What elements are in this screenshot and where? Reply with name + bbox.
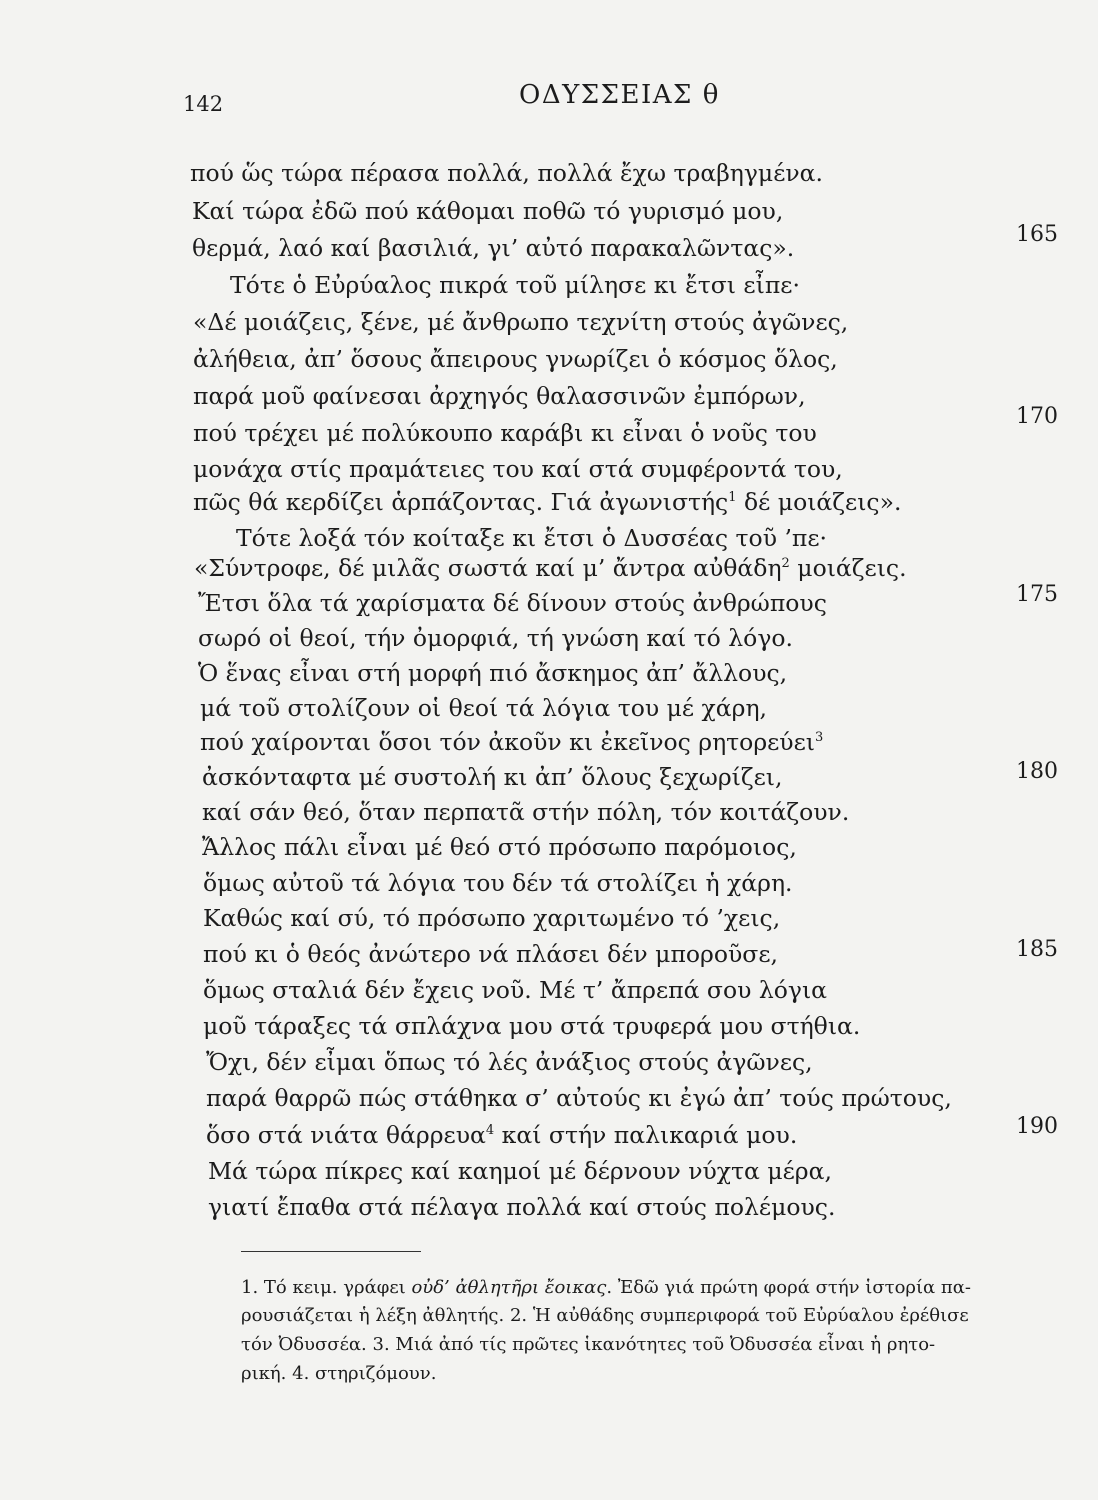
verse-line: παρά θαρρῶ πώς στάθηκα σ’ αὐτούς κι ἐγώ ἀπ’ τούς πρώτους, [206, 1084, 952, 1112]
verse-line: Ὁ ἕνας εἶναι στή μορφή πιό ἄσκημος ἀπ’ ἄλλους, [198, 659, 788, 687]
footnote-line: ρουσιάζεται ἡ λέξη ἀθλητής. 2. Ἡ αὐθάδης συμπεριφορά τοῦ Εὐρύαλου ἐρέθισε [241, 1305, 969, 1326]
verse-text: «Σύντροφε, δέ μιλᾶς σωστά καί μ’ ἄντρα αὐθάδη [194, 554, 782, 582]
line-number: 185 [1016, 937, 1058, 962]
footnote-ref: 3 [814, 730, 824, 745]
verse-line: Μά τώρα πίκρες καί καημοί μέ δέρνουν νύχτα μέρα, [208, 1157, 832, 1185]
footnote-ref: 4 [485, 1123, 495, 1138]
verse-text: ὅσο στά νιάτα θάρρευα [206, 1121, 486, 1149]
footnote-ref: 2 [781, 556, 790, 571]
verse-line: παρά μοῦ φαίνεσαι ἀρχηγός θαλασσινῶν ἐμπόρων, [193, 382, 806, 410]
verse-line: πού κι ὁ θεός ἀνώτερο νά πλάσει δέν μποροῦσε, [203, 940, 778, 968]
verse-line: Καθώς καί σύ, τό πρόσωπο χαριτωμένο τό ’χεις, [203, 904, 781, 932]
footnote-line: τόν Ὀδυσσέα. 3. Μιά ἀπό τίς πρῶτες ἱκανότητες τοῦ Ὀδυσσέα εἶναι ἡ ρητο- [241, 1334, 936, 1355]
line-number: 170 [1016, 404, 1058, 429]
verse-line: καί σάν θεό, ὅταν περπατᾶ στήν πόλη, τόν κοιτάζουν. [202, 798, 850, 826]
footnote-text: 1. Τό κειμ. γράφει [241, 1277, 412, 1298]
verse-text: πού χαίρονται ὅσοι τόν ἀκοῦν κι ἐκεῖνος ρητορεύει [200, 728, 815, 756]
footnote-ref: 1 [728, 490, 737, 505]
footnote-quote: οὐδ’ ἀθλητῆρι ἔοικας [411, 1277, 607, 1298]
verse-line: ὅμως αὐτοῦ τά λόγια του δέν τά στολίζει ἡ χάρη. [203, 869, 793, 897]
verse-line: θερμά, λαό καί βασιλιά, γι’ αὐτό παρακαλῶντας». [192, 234, 795, 262]
verse-line: Ἄλλος πάλι εἶναι μέ θεό στό πρόσωπο παρόμοιος, [202, 833, 797, 861]
verse-line: σωρό οἱ θεοί, τήν ὀμορφιά, τή γνώση καί τό λόγο. [198, 624, 793, 652]
verse-line: Τότε ὁ Εὐρύαλος πικρά τοῦ μίλησε κι ἔτσι εἶπε· [230, 271, 800, 299]
verse-line: μά τοῦ στολίζουν οἱ θεοί τά λόγια του μέ χάρη, [200, 694, 768, 722]
line-number: 190 [1016, 1114, 1058, 1139]
verse-line [200, 727, 823, 762]
verse-line: ἀλήθεια, ἀπ’ ὅσους ἄπειρους γνωρίζει ὁ κόσμος ὅλος, [193, 345, 838, 373]
verse-line: ὅμως σταλιά δέν ἔχεις νοῦ. Μέ τ’ ἄπρεπά σου λόγια [203, 976, 828, 1004]
verse-line: Καί τώρα ἐδῶ πού κάθομαι ποθῶ τό γυρισμό μου, [192, 197, 784, 225]
verse-line: «Δέ μοιάζεις, ξένε, μέ ἄνθρωπο τεχνίτη στούς ἀγῶνες, [193, 308, 849, 336]
verse-line: πού τρέχει μέ πολύκουπο καράβι κι εἶναι ὁ νοῦς του [193, 419, 817, 447]
footnote-line [241, 1274, 1079, 1302]
verse-line: μονάχα στίς πραμάτειες του καί στά συμφέροντά του, [193, 455, 843, 483]
footnote-text: . Ἐδῶ γιά πρώτη φορά στήν ἱστορία πα- [606, 1277, 971, 1298]
verse-line: πού ὥς τώρα πέρασα πολλά, πολλά ἔχω τραβηγμένα. [190, 159, 824, 187]
verse-line: Ὄχι, δέν εἶμαι ὅπως τό λές ἀνάξιος στούς ἀγῶνες, [206, 1048, 813, 1076]
verse-text: πῶς θά κερδίζει ἁρπάζοντας. Γιά ἀγωνιστής [193, 488, 729, 516]
verse-line [206, 1120, 797, 1155]
verse-line: μοῦ τάραξες τά σπλάχνα μου στά τρυφερά μου στήθια. [203, 1012, 861, 1040]
line-number: 165 [1016, 222, 1058, 247]
verse-line: Τότε λοξά τόν κοίταξε κι ἔτσι ὁ Δυσσέας τοῦ ’πε· [236, 524, 828, 552]
verse-line: γιατί ἔπαθα στά πέλαγα πολλά καί στούς πολέμους. [208, 1193, 836, 1221]
verse-line [194, 553, 907, 588]
running-head-title: ΟΔΥΣΣΕΙΑΣ θ [519, 80, 720, 110]
footnote-separator [241, 1251, 421, 1252]
page-number: 142 [183, 92, 224, 116]
verse-line [193, 487, 901, 522]
verse-text: δέ μοιάζεις». [744, 488, 902, 516]
verse-text: καί στήν παλικαριά μου. [501, 1121, 798, 1149]
footnote-line: ρική. 4. στηριζόμουν. [241, 1363, 437, 1384]
verse-text: μοιάζεις. [797, 554, 907, 582]
verse-line: ἀσκόνταφτα μέ συστολή κι ἀπ’ ὅλους ξεχωρίζει, [202, 763, 783, 791]
verse-line: Ἔτσι ὅλα τά χαρίσματα δέ δίνουν στούς ἀνθρώπους [198, 589, 827, 617]
line-number: 175 [1016, 582, 1058, 607]
line-number: 180 [1016, 759, 1058, 784]
